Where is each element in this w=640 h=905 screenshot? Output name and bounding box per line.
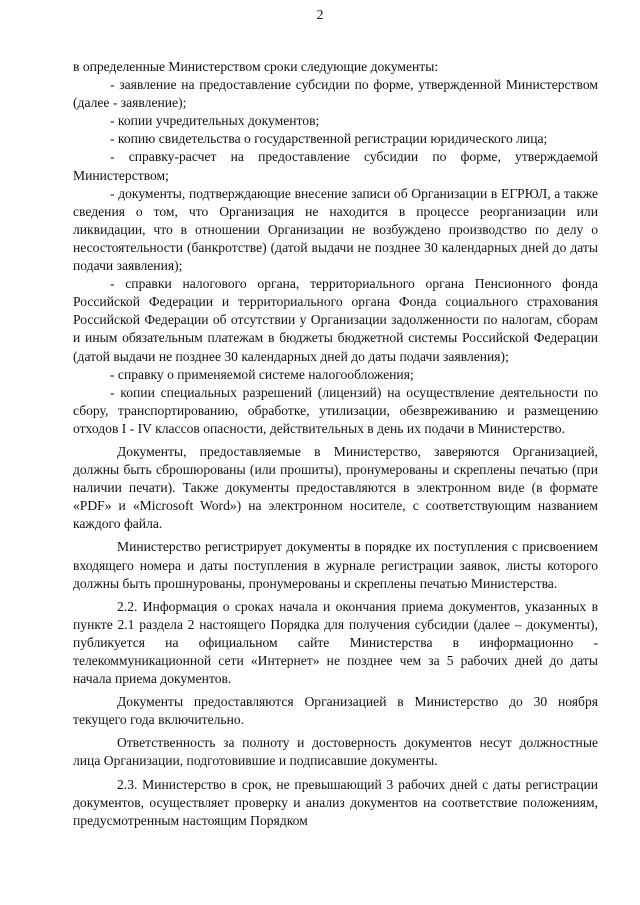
list-item: - документы, подтверждающие внесение записи об Организации в ЕГРЮЛ, а также сведения о том, что Организация не находится в процессе реорганизации или ликвидации, что в отношении Организации не возбуждено производство по делу о несостоятельности (банкротстве) (датой выдачи не позднее 30 календарных дней до даты подачи заявления); bbox=[73, 185, 598, 274]
paragraph-section-2-2: 2.2. Информация о сроках начала и окончания приема документов, указанных в пункте 2.1 раздела 2 настоящего Порядка для получения субсидии (далее – документы), публикуется на официальном сайте Министерства в информационно - телекоммуникационной сети «Интернет» не позднее чем за 5 рабочих дней до даты начала приема документов. bbox=[73, 598, 598, 687]
paragraph-section-2-3: 2.3. Министерство в срок, не превышающий 3 рабочих дней с даты регистрации документов, осуществляет проверку и анализ документов на соответствие положениям, предусмотренным настоящим Порядком bbox=[73, 776, 598, 828]
list-item: - копии специальных разрешений (лицензий) на осуществление деятельности по сбору, транспортированию, обработке, утилизации, обезвреживанию и размещению отходов I - IV классов опасности, действительных в день их подачи в Министерство. bbox=[73, 384, 598, 436]
page-number: 2 bbox=[316, 8, 324, 23]
list-item: - справки налогового органа, территориального органа Пенсионного фонда Российской Федерации и территориального органа Фонда социального страхования Российской Федерации об отсутствии у Организации задолженности по налогам, сборам и иным обязательным платежам в бюджеты бюджетной системы Российской Федерации (датой выдачи не позднее 30 календарных дней до даты подачи заявления); bbox=[73, 276, 598, 364]
paragraph: в определенные Министерством сроки следующие документы: bbox=[73, 59, 439, 74]
list-item: - справку о применяемой системе налогообложения; bbox=[110, 366, 414, 382]
list-item: - копию свидетельства о государственной регистрации юридического лица; bbox=[110, 131, 548, 147]
list-item: - справку-расчет на предоставление субсидии по форме, утверждаемой Министерством; bbox=[73, 149, 598, 183]
paragraph: Документы, предоставляемые в Министерство, заверяются Организацией, должны быть сброшюрованы (или прошиты), пронумерованы и скреплены печатью (при наличии печати). Также документы предоставляются в электронном виде (в формате «PDF» и «Microsoft Word») на электронном носителе, с соответствующим названием каждого файла. bbox=[73, 443, 598, 532]
list-item: - копии учредительных документов; bbox=[110, 113, 320, 129]
document-body bbox=[73, 58, 598, 830]
paragraph: Министерство регистрирует документы в порядке их поступления с присвоением входящего номера и даты поступления в журнале регистрации заявок, листы которого должны быть прошнурованы, пронумерованы и скреплены печатью Министерства. bbox=[73, 539, 598, 591]
paragraph: Ответственность за полноту и достоверность документов несут должностные лица Организации, подготовившие и подписавшие документы. bbox=[73, 735, 598, 769]
paragraph: Документы предоставляются Организацией в Министерство до 30 ноября текущего года включительно. bbox=[73, 694, 598, 728]
list-item: - заявление на предоставление субсидии по форме, утвержденной Министерством (далее - заявление); bbox=[73, 77, 598, 111]
